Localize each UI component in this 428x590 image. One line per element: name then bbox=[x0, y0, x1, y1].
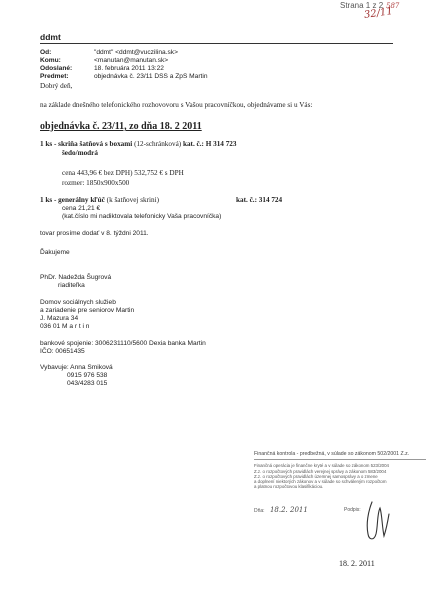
org-line2: a zariadenie pre seniorov Martin bbox=[40, 307, 135, 314]
stamp-signature-label: Podpis: bbox=[344, 507, 361, 513]
item2-detail: (k šatňovej skrini) bbox=[104, 196, 159, 204]
signatory-name: PhDr. Nadežda Šugrová bbox=[40, 274, 112, 281]
bank-line: bankové spojenie: 3006231110/5600 Dexia banka Martin bbox=[40, 340, 206, 347]
subject-label: Predmet: bbox=[40, 73, 69, 80]
sent-label: Odoslané: bbox=[40, 65, 73, 72]
subject-value: objednávka č. 23/11 DSS a ZpS Martin bbox=[94, 73, 208, 80]
org-line3: J. Mazura 34 bbox=[40, 315, 79, 322]
from-label: Od: bbox=[40, 49, 52, 56]
to-row bbox=[40, 57, 168, 65]
sent-value: 18. februára 2011 13:22 bbox=[94, 65, 164, 72]
ico-line: IČO: 00651435 bbox=[40, 348, 85, 355]
item1-size: rozmer: 1850x900x500 bbox=[62, 179, 130, 187]
item2-note: (kat.číslo mi nadiktovala telefonicky Vaša pracovníčka) bbox=[62, 213, 222, 220]
stamp-line-2: Z.z. o rozpočtových pravidlách verejnej správy a zákonom 583/2004 bbox=[254, 468, 387, 474]
handwritten-signature bbox=[362, 500, 392, 544]
subject-row bbox=[40, 73, 208, 81]
contact-phone1: 0915 976 538 bbox=[67, 372, 108, 379]
stamp-date bbox=[254, 508, 308, 514]
item2-line1 bbox=[40, 196, 159, 204]
stamp-line-3: Z.z. o rozpočtových pravidlách územnej samosprávy a o zmene bbox=[254, 473, 378, 479]
org-line4: 036 01 M a r t i n bbox=[40, 323, 90, 330]
handwritten-reference: 32/11 bbox=[363, 6, 394, 21]
item1-price: cena 443,96 € bez DPH) 532,752 € s DPH bbox=[62, 169, 184, 177]
intro-text: na základe dnešného telefonického rozhovovoru s Vašou pracovníčkou, objednávame si u Vás: bbox=[40, 101, 313, 109]
to-value[interactable]: <manutan@manutan.sk> bbox=[94, 57, 169, 64]
order-title: objednávka č. 23/11, zo dňa 18. 2 2011 bbox=[40, 121, 202, 132]
from-value[interactable]: "ddmt" <ddmt@vuczilina.sk> bbox=[94, 49, 178, 56]
org-line1: Domov sociálnych služieb bbox=[40, 299, 116, 306]
item2-catalog: kat. č.: 314 724 bbox=[236, 196, 283, 204]
stamp-date-label: Dňa: bbox=[254, 508, 265, 514]
item1-name: 1 ks - skriňa šatňová s boxami bbox=[40, 140, 133, 148]
signatory-role: riaditeľka bbox=[58, 282, 85, 289]
handwritten-reference-2: 587 bbox=[386, 2, 400, 10]
stamp-title: Finančná kontrola - predbežná, v súlade so zákonom 502/2001 Z.z. bbox=[254, 452, 426, 460]
sent-row bbox=[40, 65, 164, 73]
stamp-line-5: a platnou rozpočtovou klasifikáciou. bbox=[254, 484, 324, 490]
item1-catalog: kat. č.: H 314 723 bbox=[182, 140, 237, 148]
item2-name: 1 ks - generálny kľúč bbox=[40, 196, 105, 204]
contact-person: Vybavuje: Anna Smiková bbox=[40, 364, 113, 371]
delivery-text: tovar prosíme dodať v 8. týždni 2011. bbox=[40, 230, 149, 237]
item1-color: šedo/modrá bbox=[62, 149, 98, 157]
header-divider bbox=[40, 43, 393, 44]
stamp-line-1: Finančná operácia je finančne kryté a v súlade so zákonom 523/2004 bbox=[254, 463, 389, 469]
to-label: Komu: bbox=[40, 57, 61, 64]
contact-phone2: 043/4283 015 bbox=[67, 380, 108, 387]
sender-name: ddmt bbox=[40, 32, 61, 42]
item2-price: cena 21,21 € bbox=[62, 205, 101, 212]
item1-detail: (12-schránková) bbox=[132, 140, 183, 148]
financial-control-stamp bbox=[254, 452, 426, 546]
item1-line1 bbox=[40, 140, 236, 148]
bottom-date: 18. 2. 2011 bbox=[339, 559, 375, 568]
from-row bbox=[40, 49, 178, 57]
greeting: Dobrý deň, bbox=[40, 82, 73, 90]
stamp-date-value: 18.2. 2011 bbox=[269, 506, 308, 514]
thanks-text: Ďakujeme bbox=[40, 249, 70, 256]
page-number: Strana 1 z 2 bbox=[340, 1, 384, 10]
stamp-line-4: a doplnení niektorých zákonov a v súlade so schváleným rozpočtom bbox=[254, 479, 387, 485]
